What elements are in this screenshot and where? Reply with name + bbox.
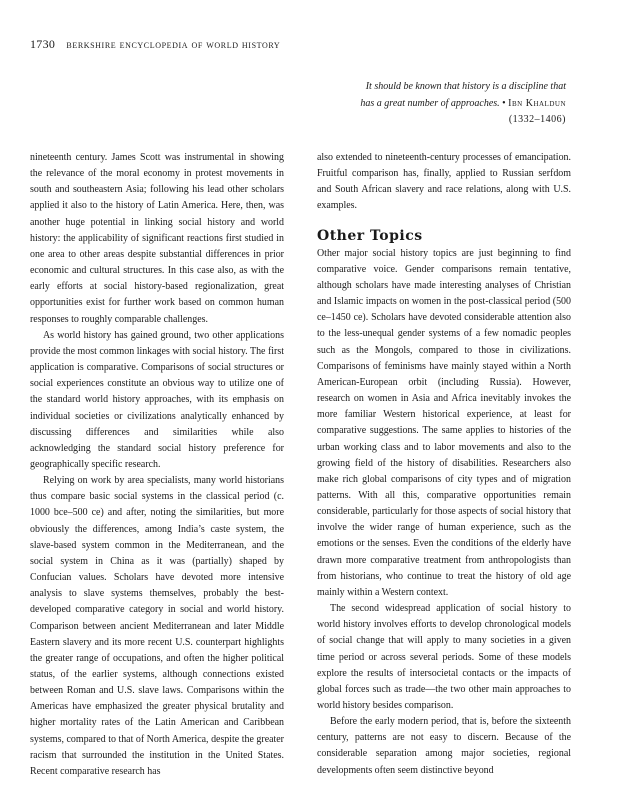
epigraph-dates: (1332–1406) — [508, 114, 566, 125]
page-number: 1730 — [30, 37, 56, 51]
body-paragraph: Other major social history topics are just beginning to find comparative voice. Gender comparisons remain tentative, although scholars have made interesting analyses of Christian and Islamic impacts on women in the post-classical period (500 ce–1450 ce). Scholars have devoted considerable attention also to the less-unequal gender systems of a few nomadic peoples such as the Mongols, compared to those in civilizations. Comparisons of feminisms have mainly stayed within a North American-European orbit (including Russia). However, research on women in Asia and Africa inevitably invokes the more familiar Western historical experience, at least for comparative suggestions. The same applies to histories of the urban working class and to labor movements and also to the growing field of the history of disabilities. Researchers also make rich global comparisons of city types and of migration patterns. With all this, comparative opportunities remain considerable, particularly for those aspects of social history that involve the wider range of human experience, such as the emotions or the senses. Even the conditions of the elderly have drawn more comparative treatment from anthropologists than from historians, who continue to treat the history of old age mainly within a Western context. — [317, 247, 571, 598]
body-paragraph: As world history has gained ground, two other applications provide the most common linkages with social history. The first application is comparative. Comparisons of social structures or social experiences constitute an obvious way to utilize one of the standard world history approaches, with its emphasis on individual societies or civilizations analytically enhanced by discussing differences and similarities while also acknowledging the standard social history preference for geographically specific research. — [30, 329, 284, 470]
running-header — [30, 37, 280, 52]
left-column — [30, 150, 284, 780]
epigraph — [266, 79, 566, 129]
body-paragraph: Before the early modern period, that is, before the sixteenth century, patterns are not easy to discern. Because of the considerable separation among major societies, regional developments often seem distinctive beyond — [317, 716, 571, 776]
epigraph-attribution: Ibn Khaldun — [508, 97, 566, 109]
epigraph-quote-line-2: has a great number of approaches. — [360, 97, 500, 109]
section-heading-other-topics: Other Topics — [317, 227, 423, 244]
body-paragraph: nineteenth century. James Scott was instrumental in showing the relevance of the moral economy in protest movements in south and southeastern Asia; following his lead other scholars applied it also to the history of Latin America. Here, then, was another huge potential in linking social history and world history: the applicability of significant reactions first studied in one area to other areas despite substantial differences in prior economic and cultural structures. In this case also, as with the early efforts at social history-based regionalization, great opportunities exist for further work based on common human responses to roughly comparable challenges. — [30, 152, 284, 325]
right-column — [317, 150, 571, 779]
epigraph-bullet: • — [502, 97, 506, 109]
body-paragraph: The second widespread application of social history to world history involves efforts to develop chronological models of social change that will apply to many societies in a given time period or across several periods. Some of these models explore the results of intersocietal contacts or the impacts of global forces such as trade—the two other main approaches to world history besides comparison. — [317, 603, 571, 711]
continuation-paragraph: also extended to nineteenth-century processes of emancipation. Fruitful comparison has, finally, applied to Russian serfdom and South African slavery and race relations, along with U.S. examples. — [317, 152, 571, 212]
running-title: berkshire encyclopedia of world history — [66, 39, 281, 51]
body-paragraph: Relying on work by area specialists, many world historians thus compare basic social systems in the classical period (c. 1000 bce–500 ce) and after, noting the similarities, but more obviously the differences, among India’s caste system, the slave-based system common in the Mediterranean, and the social system in China as it was (partially) shaped by Confucian values. Scholars have devoted more intensive analysis to slave systems themselves, probably the best-developed comparative category in social and world history. Comparison between ancient Mediterranean and later Middle Eastern slavery and its more recent U.S. counterpart highlights the greater range of occupations, and often the higher political status, of the earlier systems, although connections existed between Roman and U.S. slave laws. Comparisons within the Americas have emphasized the greater physical brutality and higher mortality rates of the Latin American and Caribbean systems, compared to that of North America, despite the greater racism that surrounded the institution in the United States. Recent comparative research has — [30, 475, 284, 777]
epigraph-quote-line-1: It should be known that history is a discipline that — [365, 81, 566, 92]
